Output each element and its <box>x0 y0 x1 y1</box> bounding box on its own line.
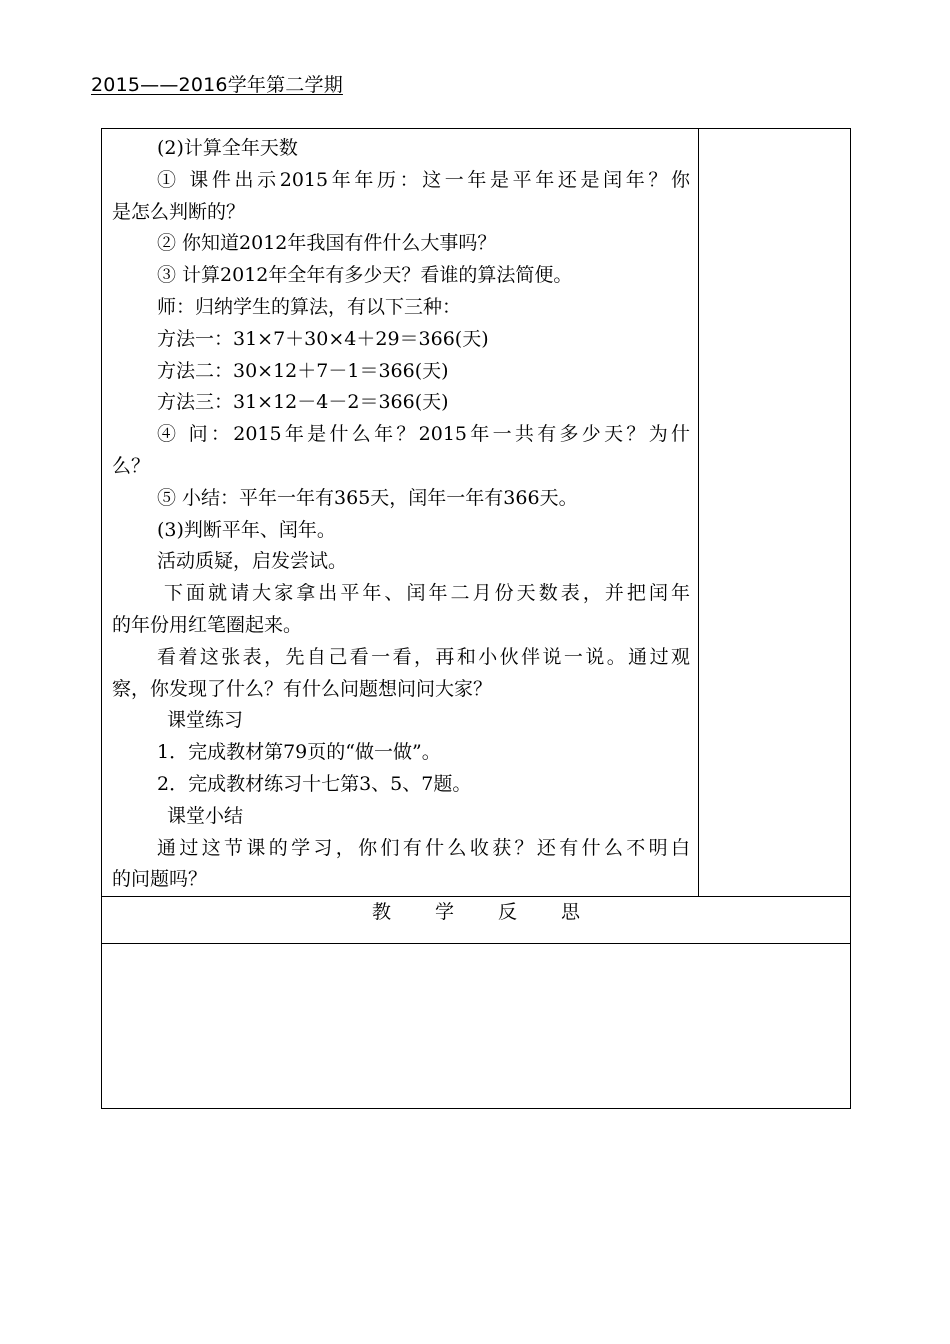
lesson-content-cell <box>102 129 699 897</box>
text-line: 方法二：30×12＋7－1＝366(天) <box>157 359 449 382</box>
text-line: (2)计算全年天数 <box>157 137 298 159</box>
text-line: ② 你知道2012年我国有件什么大事吗？ <box>157 232 497 255</box>
text-line: (3)判断平年、闰年。 <box>157 518 336 541</box>
text-line: 察，你发现了什么？有什么问题想问问大家？ <box>112 677 493 700</box>
reflection-body-row <box>102 944 851 1109</box>
text-line: 方法一：31×7＋30×4＋29＝366(天) <box>157 327 489 350</box>
text-line: 的年份用红笔圈起来。 <box>112 613 303 636</box>
text-line: 活动质疑，启发尝试。 <box>157 550 348 573</box>
text-line: 师：归纳学生的算法，有以下三种： <box>157 295 462 318</box>
lesson-plan-table <box>101 128 851 1109</box>
notes-cell <box>699 129 851 897</box>
page-title: 2015——2016学年第二学期 <box>91 74 343 96</box>
text-line: ⑤ 小结：平年一年有365天，闰年一年有366天。 <box>157 486 578 509</box>
text-line: 看着这张表，先自己看一看，再和小伙伴说一说。通过观 <box>157 645 690 668</box>
text-line: 是怎么判断的？ <box>112 200 246 223</box>
text-line: ③ 计算2012年全年有多少天？看谁的算法简便。 <box>157 264 573 287</box>
reflection-body-cell <box>102 944 851 1109</box>
text-line: 1．完成教材第79页的“做一做”。 <box>157 741 441 764</box>
text-line: 的问题吗？ <box>112 868 208 891</box>
text-line: ① 课件出示2015年年历：这一年是平年还是闰年？你 <box>157 168 690 191</box>
text-line: 2．完成教材练习十七第3、5、7题。 <box>157 772 472 795</box>
lesson-text <box>102 129 698 896</box>
text-line: 下面就请大家拿出平年、闰年二月份天数表，并把闰年 <box>164 582 690 605</box>
text-line: ④ 问：2015年是什么年？2015年一共有多少天？为什 <box>157 423 690 446</box>
lesson-content-row <box>102 129 851 897</box>
section-heading: 课堂练习 <box>167 709 244 732</box>
text-line: 通过这节课的学习，你们有什么收获？还有什么不明白 <box>157 836 690 859</box>
section-heading: 课堂小结 <box>167 804 244 827</box>
text-line: 方法三：31×12－4－2＝366(天) <box>157 391 449 414</box>
reflection-title: 教学反思 <box>371 901 624 924</box>
text-line: 么？ <box>112 454 151 477</box>
reflection-title-row <box>102 897 851 944</box>
reflection-title-cell <box>102 897 851 944</box>
